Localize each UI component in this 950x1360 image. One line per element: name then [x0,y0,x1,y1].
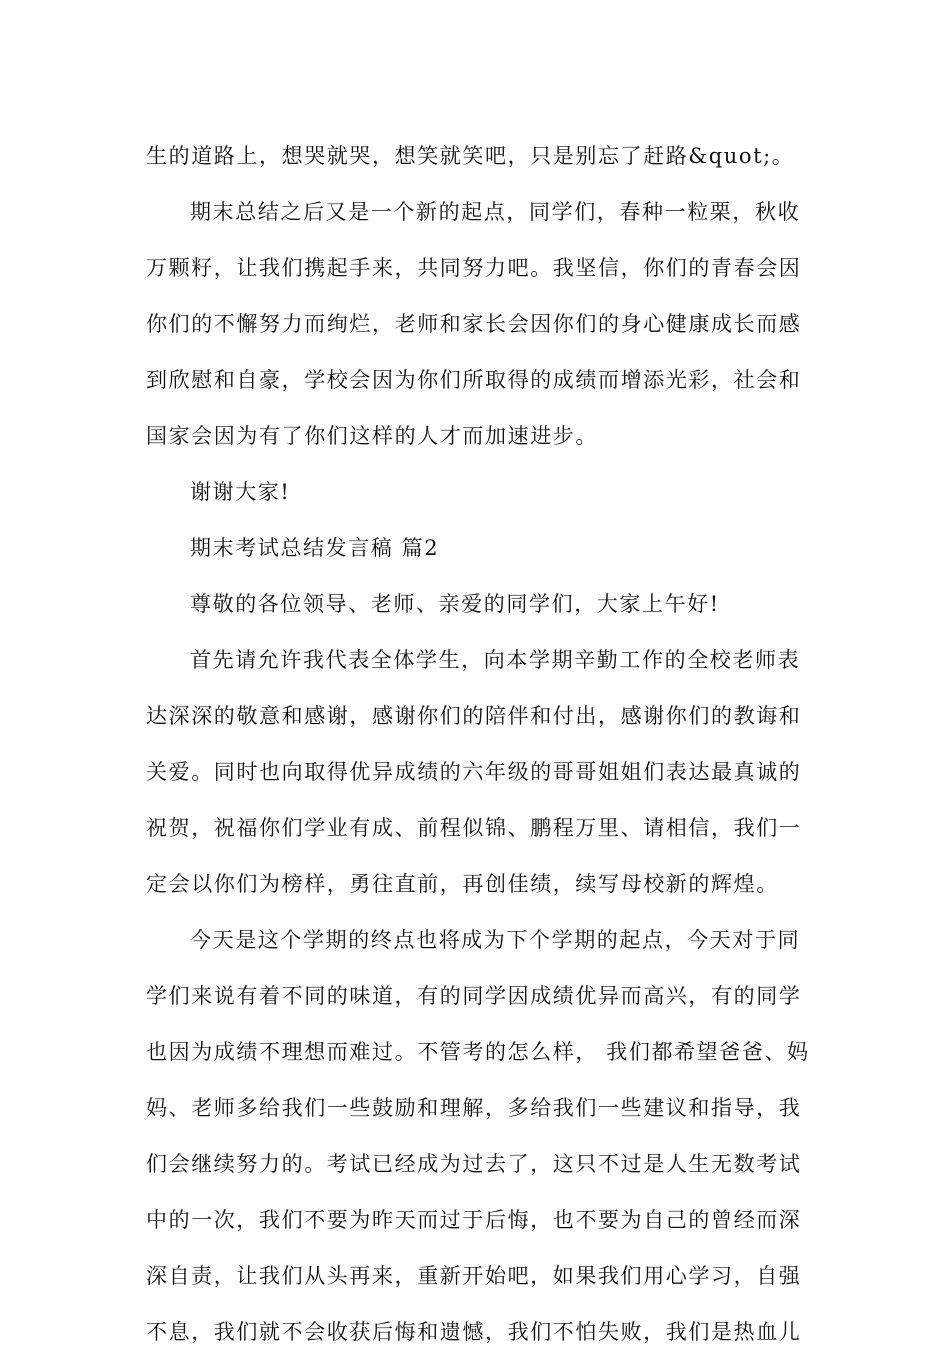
text-line-continuation: 生的道路上，想哭就哭，想笑就笑吧，只是别忘了赶路&quot;。 [146,144,795,168]
text-line: 国家会因为有了你们这样的人才而加速进步。 [146,424,598,448]
paragraph-start-line: 今天是这个学期的终点也将成为下个学期的起点，今天对于同 [190,928,801,952]
paragraph-start-line: 期末总结之后又是一个新的起点，同学们，春种一粒栗，秋收 [190,200,801,224]
section-heading: 期末考试总结发言稿 篇2 [190,536,440,560]
text-line: 你们的不懈努力而绚烂，老师和家长会因你们的身心健康成长而感 [146,312,802,336]
text-line: 定会以你们为榜样，勇往直前，再创佳绩，续写母校新的辉煌。 [146,872,779,896]
closing-thanks: 谢谢大家! [190,480,291,504]
text-line: 们会继续努力的。考试已经成为过去了，这只不过是人生无数考试 [146,1152,802,1176]
text-line: 达深深的敬意和感谢，感谢你们的陪伴和付出，感谢你们的教诲和 [146,704,802,728]
salutation-line: 尊敬的各位领导、老师、亲爱的同学们，大家上午好! [190,592,720,616]
text-line: 关爱。同时也向取得优异成绩的六年级的哥哥姐姐们表达最真诚的 [146,760,802,784]
text-line: 到欣慰和自豪，学校会因为你们所取得的成绩而增添光彩，社会和 [146,368,802,392]
text-line: 妈、老师多给我们一些鼓励和理解，多给我们一些建议和指导，我 [146,1096,802,1120]
paragraph-start-line: 首先请允许我代表全体学生，向本学期辛勤工作的全校老师表 [190,648,801,672]
text-line: 中的一次，我们不要为昨天而过于后悔，也不要为自己的曾经而深 [146,1208,802,1232]
text-line: 不息，我们就不会收获后悔和遗憾，我们不怕失败，我们是热血儿 [146,1320,802,1344]
text-line: 也因为成绩不理想而难过。不管考的怎么样， 我们都希望爸爸、妈 [146,1040,810,1064]
text-line: 深自责，让我们从头再来，重新开始吧，如果我们用心学习，自强 [146,1264,802,1288]
document-body [146,128,810,1360]
text-line: 学们来说有着不同的味道，有的同学因成绩优异而高兴，有的同学 [146,984,802,1008]
text-line: 万颗籽，让我们携起手来，共同努力吧。我坚信，你们的青春会因 [146,256,802,280]
text-line: 祝贺，祝福你们学业有成、前程似锦、鹏程万里、请相信，我们一 [146,816,802,840]
